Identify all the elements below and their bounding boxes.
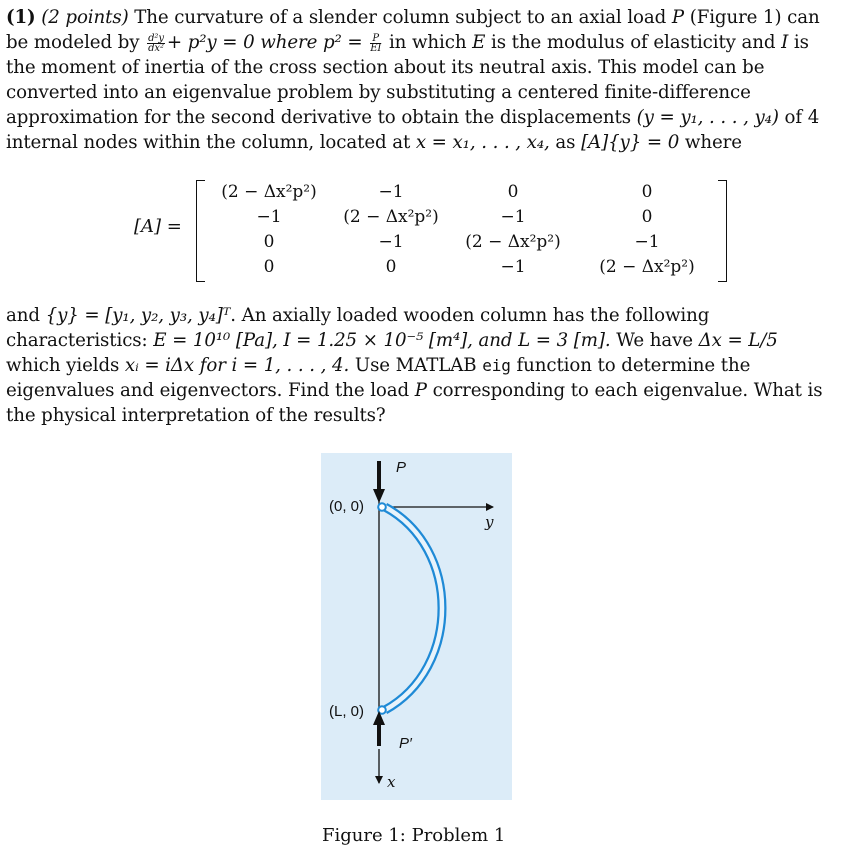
- symbol-I: I: [781, 32, 789, 53]
- dx-value: Δx = L/5: [698, 330, 778, 351]
- text-span: and: [6, 305, 40, 326]
- text-span: where: [684, 132, 742, 153]
- matrix-cell: −1: [634, 232, 660, 252]
- matrix-cell: 0: [263, 257, 275, 277]
- material-values: E = 10¹⁰ [Pa], I = 1.25 × 10⁻⁵ [m⁴], and L = 3 [m].: [153, 330, 611, 351]
- bent-column: [385, 507, 442, 710]
- y-axis-label: y: [485, 513, 494, 531]
- text-span: (Figure 1) can be modeled by: [6, 7, 820, 53]
- symbol-P: P: [671, 7, 685, 28]
- symbol-E: E: [472, 32, 486, 53]
- text-span: . An axially loaded wooden column has the following characteristics:: [6, 305, 710, 351]
- text-span: in which: [388, 32, 467, 53]
- symbol-P: P: [414, 380, 427, 401]
- frac-den: EI: [370, 42, 382, 54]
- top-pin: [378, 503, 386, 511]
- matrix-cell: (2 − Δx²p²): [221, 182, 317, 202]
- equation-span: + p²y = 0 where p² =: [166, 32, 363, 53]
- text-span: corresponding to each eigenvalue. What is the physical interpretation of the results?: [6, 380, 823, 426]
- xi-value: xᵢ = iΔx for i = 1, . . . , 4.: [124, 355, 350, 376]
- matrix-cell: −1: [378, 232, 404, 252]
- bottom-load-label: P′: [399, 735, 412, 752]
- bent-column-inner: [385, 507, 442, 710]
- matrix-cell: (2 − Δx²p²): [465, 232, 561, 252]
- text-span: is the moment of inertia of the cross section about its neutral axis. This model can be converted into an eigenvalue problem by substituting a centered finite-difference approximation for the second derivative to obtain the displacements: [6, 32, 809, 128]
- matrix-A: [130, 180, 695, 280]
- problem-points: (2 points): [41, 7, 129, 28]
- matrix-cell: 0: [263, 232, 275, 252]
- matrix-cell: 0: [641, 207, 653, 227]
- matrix-cell: 0: [385, 257, 397, 277]
- matrix-cell: −1: [378, 182, 404, 202]
- problem-statement-continued: [6, 303, 836, 428]
- matrix-bracket-right: [718, 180, 727, 282]
- top-load-arrowhead: [373, 489, 385, 503]
- matrix-label: [A] =: [134, 216, 182, 237]
- text-span: function to determine the eigenvalues and eigenvectors. Find the load: [6, 355, 751, 401]
- frac-num: d²y: [148, 32, 164, 44]
- node-location: x = x₁, . . . , x₄,: [415, 132, 550, 153]
- matrix-cell: −1: [500, 207, 526, 227]
- frac-den: dx²: [148, 42, 164, 54]
- x-axis-label: x: [387, 773, 396, 791]
- column-figure: [321, 453, 512, 800]
- figure-caption: Figure 1: Problem 1: [322, 825, 506, 846]
- derivative-fraction: [147, 34, 165, 53]
- text-span: Use MATLAB: [354, 355, 477, 376]
- equation: [A]{y} = 0: [581, 132, 680, 153]
- bottom-point-label: (L, 0): [329, 703, 365, 720]
- matrix-cell: 0: [641, 182, 653, 202]
- top-load-label: P: [396, 459, 407, 476]
- matrix-cell: (2 − Δx²p²): [599, 257, 695, 277]
- text-span: as: [555, 132, 576, 153]
- matrix-cell: (2 − Δx²p²): [343, 207, 439, 227]
- text-span: which yields: [6, 355, 120, 376]
- displacement-vector: (y = y₁, . . . , y₄): [636, 107, 779, 128]
- text-span: The curvature of a slender column subject to an axial load: [134, 7, 667, 28]
- text-span: is the modulus of elasticity and: [491, 32, 776, 53]
- matrix-cell: −1: [500, 257, 526, 277]
- frac-num: P: [370, 34, 381, 44]
- eig-function: eig: [482, 356, 511, 375]
- text-span: of 4 internal nodes within the column, located at: [6, 107, 820, 153]
- matrix-cell: −1: [256, 207, 282, 227]
- y-vector: {y} = [y₁, y₂, y₃, y₄]ᵀ: [45, 305, 231, 326]
- matrix-cell: 0: [507, 182, 519, 202]
- problem-statement: [6, 5, 836, 155]
- text-span: We have: [616, 330, 693, 351]
- problem-number: (1): [6, 7, 36, 28]
- top-point-label: (0, 0): [329, 498, 365, 515]
- p-fraction: [370, 34, 381, 53]
